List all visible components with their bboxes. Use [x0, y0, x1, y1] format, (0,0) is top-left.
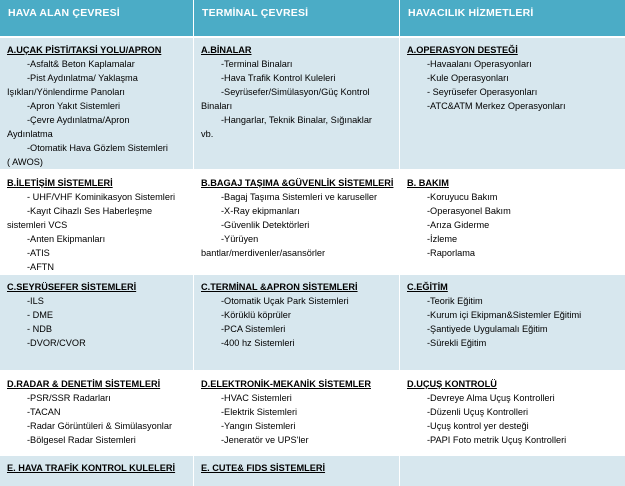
cell-operations-support — [400, 38, 625, 169]
list-item: -Havaalanı Operasyonları — [427, 59, 532, 69]
list-item: -Arıza Giderme — [427, 220, 490, 230]
list-item: -Radar Görüntüleri & Simülasyonlar — [27, 421, 173, 431]
cell-title: C.SEYRÜSEFER SİSTEMLERİ — [7, 282, 137, 292]
list-item: -Koruyucu Bakım — [427, 192, 498, 202]
cell-title: A.BİNALAR — [201, 45, 252, 55]
list-item: -Düzenli Uçuş Kontrolleri — [427, 407, 529, 417]
list-item: -Terminal Binaları — [221, 59, 293, 69]
list-item: -AFTN — [27, 262, 55, 272]
cell-title: D.UÇUŞ KONTROLÜ — [407, 379, 497, 389]
list-item: -Yürüyen — [221, 234, 259, 244]
list-item: -Apron Yakıt Sistemleri — [27, 101, 121, 111]
list-item: -Otomatik Hava Gözlem Sistemleri — [27, 143, 168, 153]
cell-terminal-apron-systems — [194, 275, 399, 370]
list-item: -Anten Ekipmanları — [27, 234, 106, 244]
cell-radar — [0, 372, 193, 454]
list-item: -PCA Sistemleri — [221, 324, 286, 334]
cell-title: C.EĞİTİM — [407, 282, 448, 292]
list-item: -Çevre Aydınlatma/Apron — [27, 115, 130, 125]
list-item: sistemleri VCS — [7, 220, 68, 230]
list-item: -Güvenlik Detektörleri — [221, 220, 310, 230]
cell-atc-towers — [0, 456, 193, 486]
cell-electromechanical — [194, 372, 399, 454]
list-item: -Kurum içi Ekipman&Sistemler Eğitimi — [427, 310, 582, 320]
list-item: -Seyrüsefer/Simülasyon/Güç Kontrol — [221, 87, 370, 97]
list-item: -Bölgesel Radar Sistemleri — [27, 435, 136, 445]
list-item: -Teorik Eğitim — [427, 296, 483, 306]
header-hava-alan: HAVA ALAN ÇEVRESİ — [0, 0, 193, 36]
cell-title: C.TERMİNAL &APRON SİSTEMLERİ — [201, 282, 358, 292]
list-item: -Kayıt Cihazlı Ses Haberleşme — [27, 206, 153, 216]
list-item: -Yangın Sistemleri — [221, 421, 296, 431]
cell-cute-fids — [194, 456, 399, 486]
list-item: -Raporlama — [427, 248, 475, 258]
list-item: -TACAN — [27, 407, 61, 417]
list-item: -Operasyonel Bakım — [427, 206, 511, 216]
list-item: Binaları — [201, 101, 233, 111]
cell-title: A.OPERASYON DESTEĞİ — [407, 45, 518, 55]
list-item: -ATIS — [27, 248, 50, 258]
cell-communication — [0, 171, 193, 273]
cell-baggage-security — [194, 171, 399, 273]
list-item: -HVAC Sistemleri — [221, 393, 292, 403]
list-item: -Körüklü köprüler — [221, 310, 291, 320]
list-item: - NDB — [27, 324, 53, 334]
list-item: - Seyrüsefer Operasyonları — [427, 87, 538, 97]
list-item: bantlar/merdivenler/asansörler — [201, 248, 326, 258]
list-item: -PAPI Foto metrik Uçuş Kontrolleri — [427, 435, 567, 445]
list-item: -Kule Operasyonları — [427, 73, 509, 83]
list-item: -ILS — [27, 296, 44, 306]
list-item: vb. — [201, 129, 214, 139]
list-item: -Sürekli Eğitim — [427, 338, 487, 348]
cell-title: D.ELEKTRONİK-MEKANİK SİSTEMLER — [201, 379, 371, 389]
list-item: -Hava Trafik Kontrol Kuleleri — [221, 73, 336, 83]
list-item: -Devreye Alma Uçuş Kontrolleri — [427, 393, 555, 403]
list-item: - DME — [27, 310, 54, 320]
list-item: - UHF/VHF Kominikasyon Sistemleri — [27, 192, 176, 202]
list-item: -Pist Aydınlatma/ Yaklaşma — [27, 73, 138, 83]
cell-terminal-buildings — [194, 38, 399, 169]
cell-title: B. BAKIM — [407, 178, 449, 188]
cell-title: E. HAVA TRAFİK KONTROL KULELERİ — [7, 463, 176, 473]
list-item: -Elektrik Sistemleri — [221, 407, 298, 417]
header-havacilik: HAVACILIK HİZMETLERİ — [400, 0, 625, 36]
cell-flight-inspection — [400, 372, 625, 454]
cell-airfield-runway — [0, 38, 193, 169]
header-terminal: TERMİNAL ÇEVRESİ — [194, 0, 399, 36]
list-item: -İzleme — [427, 234, 458, 244]
cell-title: B.BAGAJ TAŞIMA &GÜVENLİK SİSTEMLERİ — [201, 178, 394, 188]
list-item: -Uçuş kontrol yer desteği — [427, 421, 529, 431]
list-item: -PSR/SSR Radarları — [27, 393, 111, 403]
list-item: Aydınlatma — [7, 129, 53, 139]
list-item: -DVOR/CVOR — [27, 338, 86, 348]
list-item: -Bagaj Taşıma Sistemleri ve karuseller — [221, 192, 378, 202]
list-item: -X-Ray ekipmanları — [221, 206, 300, 216]
cell-title: B.İLETİŞİM SİSTEMLERİ — [7, 178, 113, 188]
cell-title: A.UÇAK PİSTİ/TAKSİ YOLU/APRON — [7, 45, 162, 55]
list-item: -Asfalt& Beton Kaplamalar — [27, 59, 135, 69]
list-item: -400 hz Sistemleri — [221, 338, 295, 348]
list-item: Işıkları/Yönlendirme Panoları — [7, 87, 125, 97]
cell-title: D.RADAR & DENETİM SİSTEMLERİ — [7, 379, 161, 389]
cell-training — [400, 275, 625, 370]
list-item: -Otomatik Uçak Park Sistemleri — [221, 296, 349, 306]
cell-empty — [400, 456, 625, 486]
list-item: -Şantiyede Uygulamalı Eğitim — [427, 324, 548, 334]
list-item: ( AWOS) — [7, 157, 43, 167]
cell-maintenance — [400, 171, 625, 273]
list-item: -ATC&ATM Merkez Operasyonları — [427, 101, 566, 111]
list-item: -Hangarlar, Teknik Binalar, Sığınaklar — [221, 115, 372, 125]
cell-navigation — [0, 275, 193, 370]
cell-title: E. CUTE& FIDS SİSTEMLERİ — [201, 463, 326, 473]
list-item: -Jeneratör ve UPS'ler — [221, 435, 309, 445]
